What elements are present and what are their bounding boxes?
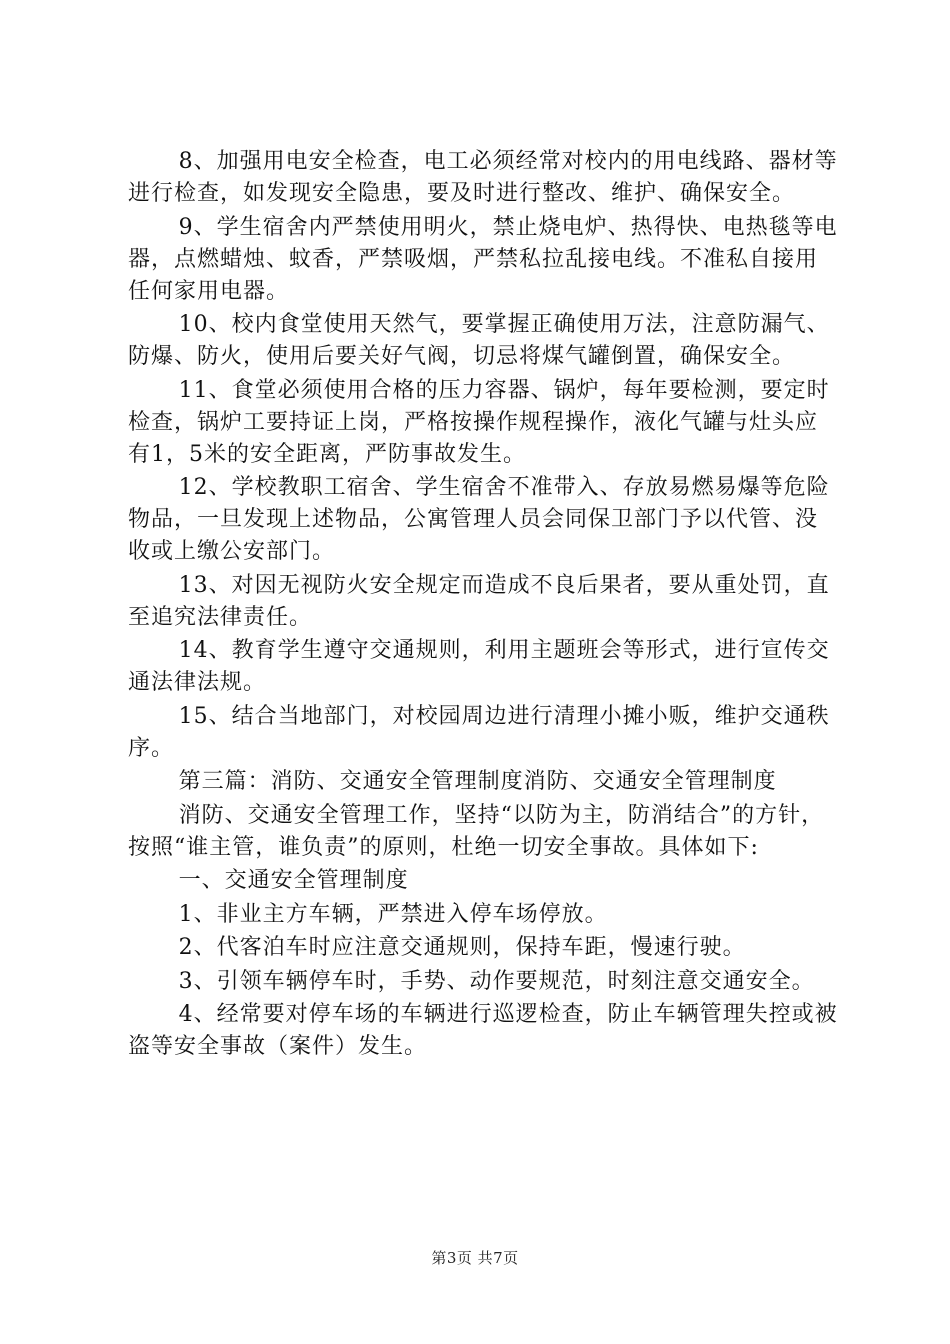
paragraph-item-15: 15、结合当地部门，对校园周边进行清理小摊小贩，维护交通秩序。 — [128, 703, 830, 761]
traffic-rule-2: 2、代客泊车时应注意交通规则，保持车距，慢速行驶。 — [178, 935, 746, 960]
paragraph-item-8: 8、加强用电安全检查，电工必须经常对校内的用电线路、器材等进行检查，如发现安全隐患，要及时进行整改、维护、确保安全。 — [128, 149, 838, 206]
paragraph-item-12: 12、学校教职工宿舍、学生宿舍不准带入、存放易燃易爆等危险物品，一旦发现上述物品，公寓管理人员会同保卫部门予以代管、没收或上缴公安部门。 — [128, 475, 830, 564]
subsection-title-traffic: 一、交通安全管理制度 — [178, 868, 409, 893]
traffic-rule-1: 1、非业主方车辆，严禁进入停车场停放。 — [178, 901, 608, 927]
paragraph-item-13: 13、对因无视防火安全规定而造成不良后果者，要从重处罚，直至追究法律责任。 — [128, 572, 830, 630]
page-number-footer: 第3页 共7页 — [431, 1249, 519, 1267]
intro-paragraph: 消防、交通安全管理工作，坚持“以防为主，防消结合”的方针，按照“谁主管，谁负责”的原则，杜绝一切安全事故。具体如下: — [128, 802, 825, 860]
paragraph-item-10: 10、校内食堂使用天然气，要掌握正确使用万法，注意防漏气、防爆、防火，使用后要关好气阀，切忌将煤气罐倒置，确保安全。 — [128, 312, 830, 369]
document-body — [128, 146, 838, 1065]
section-title-part-three: 第三篇：消防、交通安全管理制度消防、交通安全管理制度 — [178, 769, 777, 794]
paragraph-item-9: 9、学生宿舍内严禁使用明火，禁止烧电炉、热得快、电热毯等电器，点燃蜡烛、蚊香，严禁吸烟，严禁私拉乱接电线。不准私自接用任何家用电器。 — [128, 214, 838, 304]
paragraph-item-11: 11、食堂必须使用合格的压力容器、锅炉，每年要检测，要定时检查，锅炉工要持证上岗，严格按操作规程操作，液化气罐与灶头应有1，5米的安全距离，严防事故发生。 — [128, 377, 830, 467]
paragraph-item-14: 14、教育学生遵守交通规则，利用主题班会等形式，进行宣传交通法律法规。 — [128, 638, 830, 695]
traffic-rule-4: 4、经常要对停车场的车辆进行巡逻检查，防止车辆管理失控或被盗等安全事故（案件）发生。 — [128, 1002, 838, 1059]
traffic-rule-3: 3、引领车辆停车时，手势、动作要规范，时刻注意交通安全。 — [178, 968, 815, 994]
